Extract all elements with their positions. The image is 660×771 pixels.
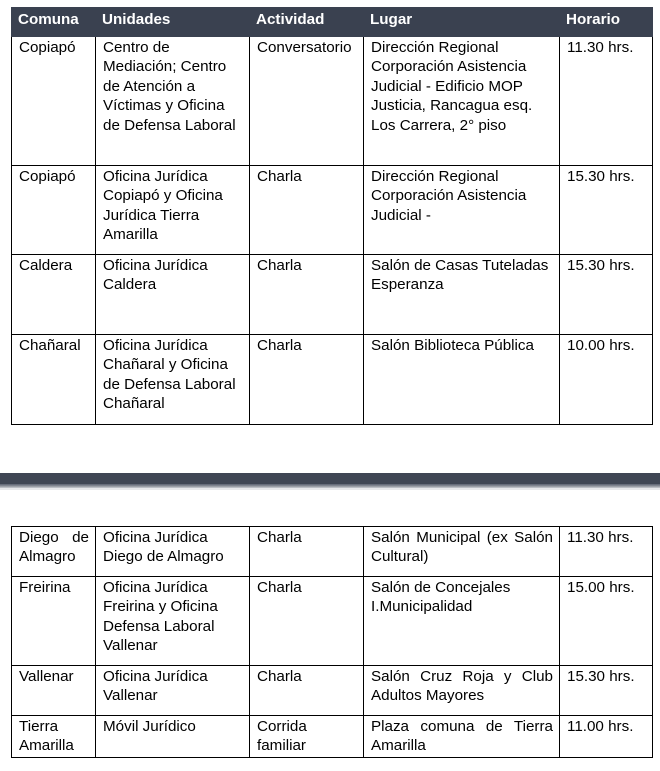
cell-lugar: Salón de Casas Tuteladas Esperanza (364, 255, 560, 335)
cell-horario: 10.00 hrs. (560, 335, 653, 425)
cell-horario: 15.30 hrs. (560, 255, 653, 335)
cell-lugar: Salón de Concejales I.Municipalidad (364, 577, 560, 666)
table-row (12, 527, 653, 577)
cell-comuna: Diego de Almagro (12, 527, 96, 577)
cell-actividad: Charla (250, 527, 364, 577)
table-row (12, 37, 653, 166)
cell-horario: 11.00 hrs. (560, 716, 653, 758)
cell-comuna: Vallenar (12, 666, 96, 716)
cell-comuna: Copiapó (12, 37, 96, 166)
header-actividad: Actividad (250, 8, 364, 37)
cell-unidades: Móvil Jurídico (96, 716, 250, 758)
cell-comuna: Tierra Amarilla (12, 716, 96, 758)
cell-unidades: Oficina Jurídica Caldera (96, 255, 250, 335)
cell-unidades: Centro de Mediación; Centro de Atención a Víctimas y Oficina de Defensa Laboral (96, 37, 250, 166)
cell-horario: 15.30 hrs. (560, 166, 653, 255)
page-divider-shadow (0, 488, 660, 490)
cell-lugar: Plaza comuna de Tierra Amarilla (364, 716, 560, 758)
cell-comuna: Caldera (12, 255, 96, 335)
cell-actividad: Charla (250, 335, 364, 425)
table-row (12, 577, 653, 666)
cell-lugar: Dirección Regional Corporación Asistencia Judicial - Edificio MOP Justicia, Rancagua esq. Los Carrera, 2° piso (364, 37, 560, 166)
header-lugar: Lugar (364, 8, 560, 37)
table-row (12, 716, 653, 758)
cell-unidades: Oficina Jurídica Diego de Almagro (96, 527, 250, 577)
cell-horario: 11.30 hrs. (560, 37, 653, 166)
table-row (12, 335, 653, 425)
cell-unidades: Oficina Jurídica Freirina y Oficina Defensa Laboral Vallenar (96, 577, 250, 666)
header-unidades: Unidades (96, 8, 250, 37)
cell-comuna: Freirina (12, 577, 96, 666)
cell-horario: 15.00 hrs. (560, 577, 653, 666)
cell-unidades: Oficina Jurídica Copiapó y Oficina Jurídica Tierra Amarilla (96, 166, 250, 255)
cell-actividad: Charla (250, 577, 364, 666)
cell-actividad: Charla (250, 666, 364, 716)
cell-unidades: Oficina Jurídica Vallenar (96, 666, 250, 716)
cell-actividad: Conversatorio (250, 37, 364, 166)
cell-horario: 15.30 hrs. (560, 666, 653, 716)
cell-lugar: Salón Biblioteca Pública (364, 335, 560, 425)
table-row (12, 255, 653, 335)
cell-lugar: Salón Cruz Roja y Club Adultos Mayores (364, 666, 560, 716)
cell-lugar: Salón Municipal (ex Salón Cultural) (364, 527, 560, 577)
cell-comuna: Chañaral (12, 335, 96, 425)
cell-actividad: Corrida familiar (250, 716, 364, 758)
schedule-table-top (11, 7, 653, 425)
table-header-row (12, 8, 653, 37)
cell-horario: 11.30 hrs. (560, 527, 653, 577)
cell-actividad: Charla (250, 255, 364, 335)
header-comuna: Comuna (12, 8, 96, 37)
page-divider (0, 473, 660, 488)
table-row (12, 166, 653, 255)
schedule-table-bottom (11, 526, 653, 758)
cell-comuna: Copiapó (12, 166, 96, 255)
cell-lugar: Dirección Regional Corporación Asistencia Judicial - (364, 166, 560, 255)
table-row (12, 666, 653, 716)
cell-unidades: Oficina Jurídica Chañaral y Oficina de Defensa Laboral Chañaral (96, 335, 250, 425)
cell-actividad: Charla (250, 166, 364, 255)
header-horario: Horario (560, 8, 653, 37)
